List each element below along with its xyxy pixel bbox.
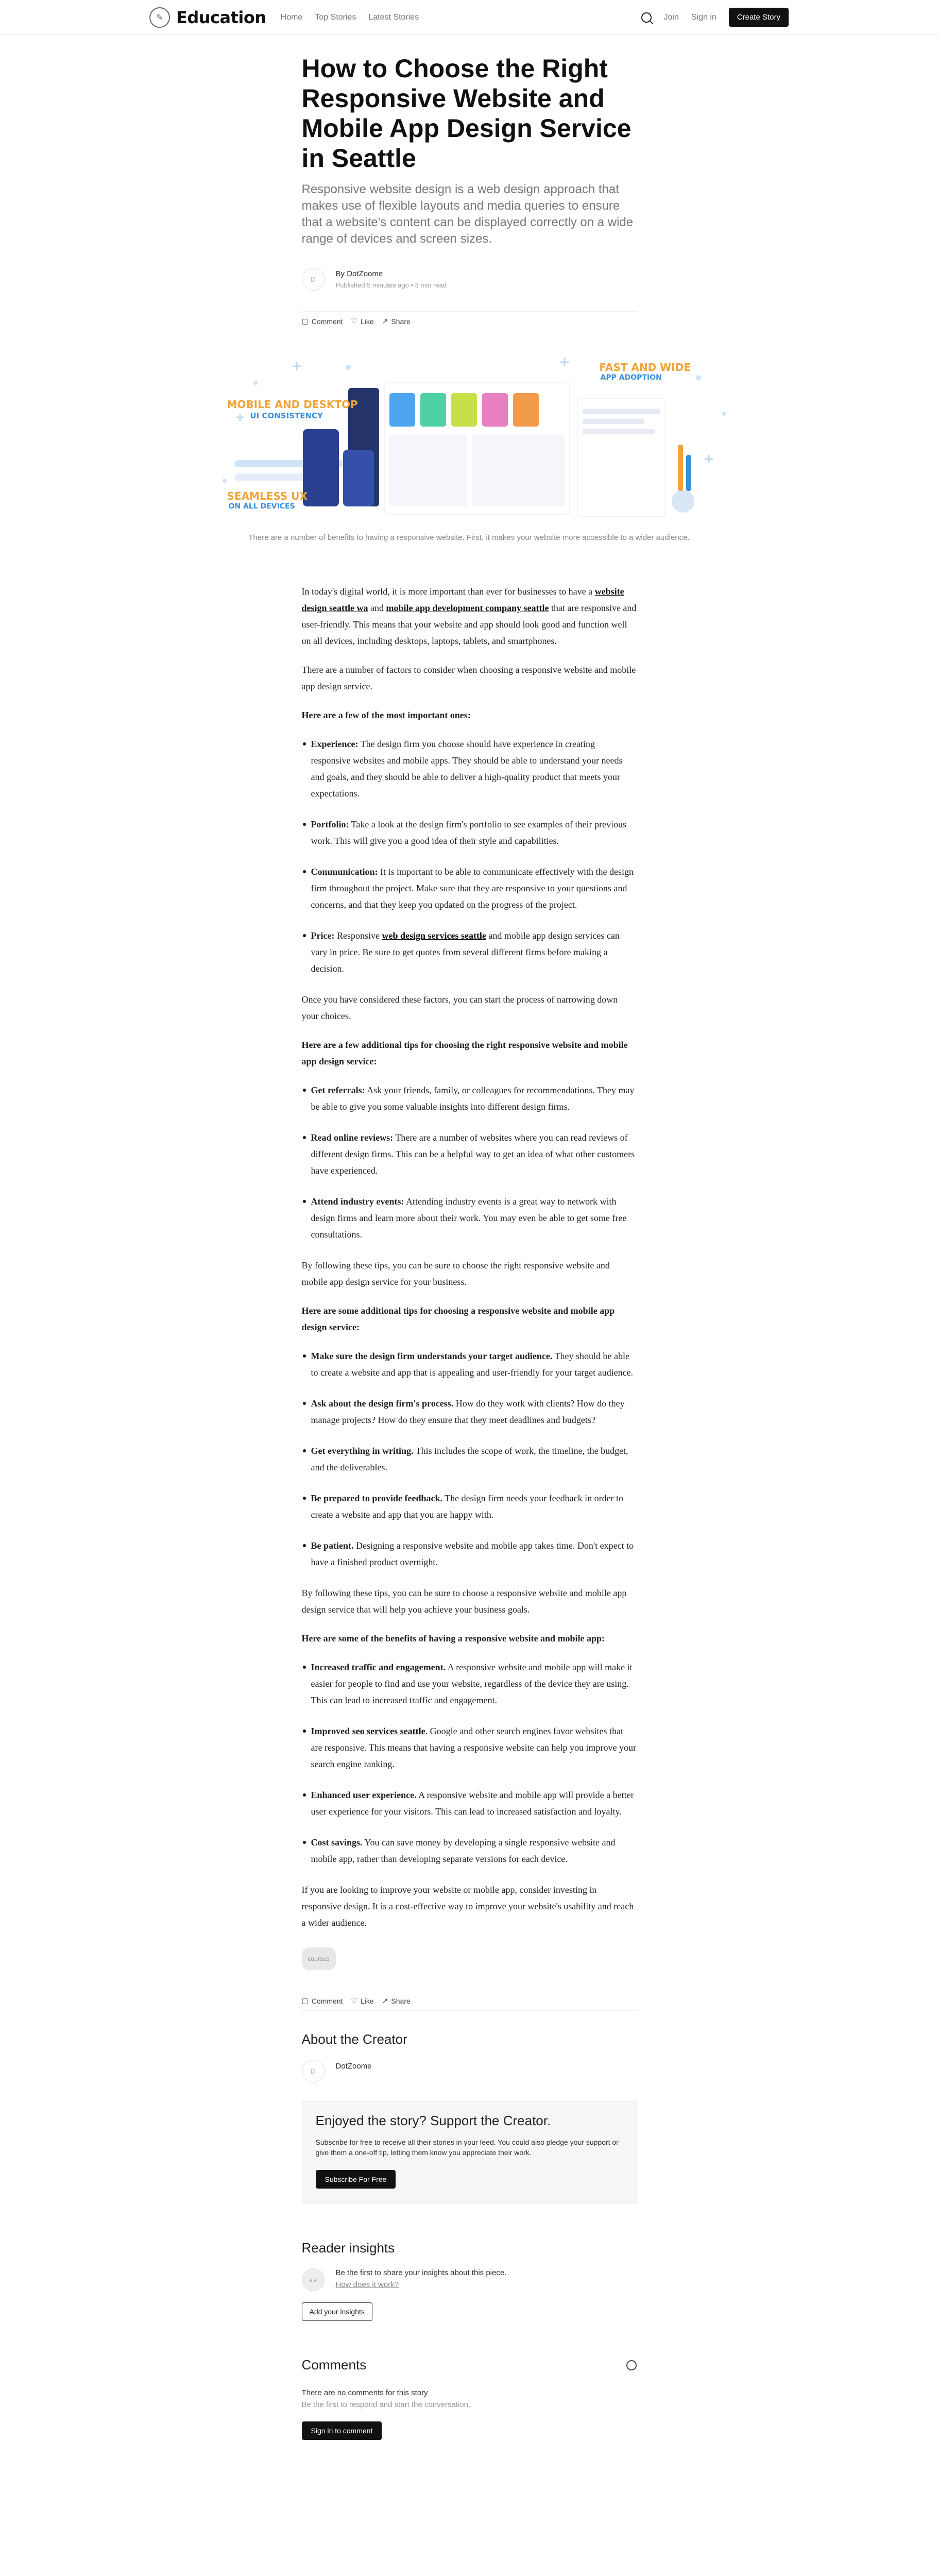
list-item: Communication: It is important to be able to communicate effectively with the design firm throughout the project. Make sure that they are responsive to your questions and concerns, and that they keep you updated on the progress of the project. bbox=[302, 863, 637, 913]
join-link[interactable]: Join bbox=[663, 12, 679, 22]
logo-text[interactable]: Education bbox=[176, 7, 266, 27]
list-item: Cost savings. You can save money by developing a single responsive website and mobile app, rather than developing separate versions for each device. bbox=[302, 1834, 637, 1867]
list-item: Make sure the design firm understands your target audience. They should be able to create a website and app that is appealing and user-friendly for your target audience. bbox=[302, 1348, 637, 1381]
create-story-button[interactable]: Create Story bbox=[729, 8, 789, 27]
insights-text: Be the first to share your insights about this piece. bbox=[335, 2268, 507, 2277]
paragraph: By following these tips, you can be sure to choose the right responsive website and mobile app design service for your business. bbox=[301, 1260, 610, 1287]
insights-avatar-icon: ◕◕ bbox=[302, 2268, 325, 2291]
list-item: Be patient. Designing a responsive website and mobile app takes time. Don't expect to have a finished product overnight. bbox=[302, 1537, 637, 1570]
action-bar bbox=[302, 311, 637, 331]
hero-label-right-top2: APP ADOPTION bbox=[600, 374, 662, 382]
like-label: Like bbox=[360, 1996, 374, 2005]
like-button[interactable] bbox=[351, 317, 373, 326]
list-item: Get referrals: Ask your friends, family, or colleagues for recommendations. They may be able to give you some valuable insights into different design firms. bbox=[302, 1082, 637, 1115]
like-label: Like bbox=[360, 317, 374, 326]
list bbox=[302, 736, 637, 977]
reader-insights-title: Reader insights bbox=[301, 2240, 395, 2256]
tag-chip[interactable]: courses bbox=[302, 1947, 336, 1970]
hero-image bbox=[194, 352, 745, 527]
subheading: Here are some additional tips for choosing a responsive website and mobile app design service: bbox=[301, 1306, 615, 1332]
comment-label: Comment bbox=[311, 1996, 343, 2005]
share-icon: ↗ bbox=[382, 1996, 388, 2005]
comment-button[interactable] bbox=[302, 1996, 343, 2005]
list-item: Get everything in writing. This includes the scope of work, the timeline, the budget, and the deliverables. bbox=[302, 1443, 637, 1476]
article-title: How to Choose the Right Responsive Website and Mobile App Design Service in Seattle bbox=[301, 54, 632, 173]
list-item: Improved seo services seattle. Google and other search engines favor websites that are responsive. This means that having a responsive website can help you improve your search engine ranking. bbox=[302, 1723, 637, 1772]
list bbox=[302, 1348, 637, 1570]
nav-top-stories[interactable]: Top Stories bbox=[315, 12, 356, 22]
list-item: Read online reviews: There are a number of websites where you can read reviews of different design firms. This can be a helpful way to get an idea of what other customers have experienced. bbox=[302, 1129, 637, 1179]
about-creator-title: About the Creator bbox=[301, 2031, 407, 2047]
subscribe-button[interactable]: Subscribe For Free bbox=[316, 2170, 396, 2189]
paragraph: Once you have considered these factors, you can start the process of narrowing down your choices. bbox=[301, 994, 618, 1021]
signin-link[interactable]: Sign in bbox=[691, 12, 717, 22]
list-item: Price: Responsive web design services seattle and mobile app design services can vary in price. Be sure to get quotes from several different firms before making a decision. bbox=[302, 927, 637, 977]
hero-label-left-top2: UI CONSISTENCY bbox=[250, 411, 323, 420]
list-item: Experience: The design firm you choose should have experience in creating responsive websites and mobile apps. They should be able to understand your needs and goals, and they should be able to deliver a high-quality product that meets your expectations. bbox=[302, 736, 637, 802]
nav-home[interactable]: Home bbox=[280, 12, 303, 22]
hero-label-right-top: FAST AND WIDE bbox=[599, 361, 691, 374]
heart-icon: ♡ bbox=[351, 1996, 357, 2005]
shield-icon[interactable] bbox=[626, 2360, 637, 2370]
list-item: Increased traffic and engagement. A responsive website and mobile app will make it easier for people to find and use your website, regardless of the device they are using. This can lead to increased traffic and engagement. bbox=[302, 1659, 637, 1708]
paragraph: By following these tips, you can be sure to choose a responsive website and mobile app design service that will help you achieve your business goals. bbox=[301, 1588, 627, 1615]
paragraph: In today's digital world, it is more important than ever for businesses to have a website design seattle wa and mobile app development company seattle that are responsive and user-friendly. This means that your website and app should look good and function well on all devices, including desktops, laptops, tablets, and smartphones. bbox=[301, 586, 637, 646]
list-item: Ask about the design firm's process. How do they work with clients? How do they manage projects? How do they ensure that they meet deadlines and budgets? bbox=[302, 1395, 637, 1428]
author-link[interactable]: DotZoome bbox=[347, 269, 383, 278]
subheading: Here are a few additional tips for choosing the right responsive website and mobile app design service: bbox=[301, 1040, 628, 1066]
link-seo-services[interactable]: seo services seattle bbox=[352, 1726, 425, 1736]
support-text: Subscribe for free to receive all their stories in your feed. You could also pledge your support or give them a one-off tip, letting them know you appreciate their work. bbox=[315, 2138, 619, 2157]
article-subtitle: Responsive website design is a web design approach that makes use of flexible layouts and media queries to ensure that a website's content can be displayed correctly on a wide range of devices and screen sizes. bbox=[301, 182, 634, 246]
no-comments-text: There are no comments for this story bbox=[301, 2388, 428, 2397]
hero-label-left-top: MOBILE AND DESKTOP bbox=[227, 398, 358, 411]
top-nav bbox=[0, 0, 938, 35]
article-body bbox=[302, 583, 637, 1970]
list-item: Attend industry events: Attending industry events is a great way to network with design firms and learn more about their work. You may even be able to get some free consultations. bbox=[302, 1193, 637, 1243]
paragraph: There are a number of factors to consider when choosing a responsive website and mobile app design service. bbox=[301, 665, 636, 691]
share-label: Share bbox=[391, 317, 411, 326]
list bbox=[302, 1082, 637, 1243]
list bbox=[302, 1659, 637, 1867]
share-button[interactable] bbox=[382, 317, 411, 326]
heart-icon: ♡ bbox=[351, 317, 357, 325]
share-icon: ↗ bbox=[382, 317, 388, 325]
nav-latest-stories[interactable]: Latest Stories bbox=[368, 12, 419, 22]
comment-button[interactable] bbox=[302, 317, 343, 326]
image-caption: There are a number of benefits to having a responsive website. First, it makes your website more accessible to a wider audience. bbox=[248, 533, 690, 542]
share-label: Share bbox=[391, 1996, 411, 2005]
logo-icon[interactable]: ✎ bbox=[149, 7, 170, 28]
first-respond-text: Be the first to respond and start the conversation. bbox=[301, 2400, 471, 2409]
link-mobile-app[interactable]: mobile app development company seattle bbox=[386, 603, 549, 613]
creator-name[interactable]: DotZoome bbox=[335, 2062, 372, 2071]
support-box bbox=[302, 2101, 637, 2204]
paragraph: If you are looking to improve your website or mobile app, consider investing in responsive design. It is a cost-effective way to improve your website's usability and reach a wider audience. bbox=[301, 1885, 634, 1928]
comment-icon: ▢ bbox=[301, 317, 309, 325]
add-insights-button[interactable]: Add your insights bbox=[302, 2302, 372, 2321]
list-item: Portfolio: Take a look at the design firm's portfolio to see examples of their previous work. This will give you a good idea of their style and capabilities. bbox=[302, 816, 637, 849]
hero-label-left-bottom2: ON ALL DEVICES bbox=[228, 502, 295, 511]
share-button[interactable] bbox=[382, 1996, 411, 2005]
like-button[interactable] bbox=[351, 1996, 373, 2005]
search-icon[interactable] bbox=[641, 12, 652, 23]
link-web-design-services[interactable]: web design services seattle bbox=[382, 930, 486, 941]
avatar[interactable]: D bbox=[302, 268, 325, 291]
published-meta: Published 5 minutes ago • 3 min read bbox=[335, 281, 447, 289]
action-bar-bottom bbox=[302, 1991, 637, 2011]
how-it-works-link[interactable]: How does it work? bbox=[335, 2280, 399, 2289]
list-item: Be prepared to provide feedback. The design firm needs your feedback in order to create a website and app that you are happy with. bbox=[302, 1490, 637, 1523]
author-prefix: By bbox=[335, 269, 345, 278]
support-title: Enjoyed the story? Support the Creator. bbox=[315, 2113, 551, 2128]
link-website-design[interactable]: website design seattle wa bbox=[301, 586, 624, 613]
hero-label-left-bottom: SEAMLESS UX bbox=[227, 490, 308, 502]
comment-icon: ▢ bbox=[301, 1996, 309, 2005]
comment-label: Comment bbox=[311, 317, 343, 326]
sign-in-to-comment-button[interactable]: Sign in to comment bbox=[302, 2421, 382, 2440]
creator-avatar[interactable]: D bbox=[302, 2060, 325, 2082]
subheading: Here are some of the benefits of having a responsive website and mobile app: bbox=[301, 1633, 605, 1643]
subheading: Here are a few of the most important ones: bbox=[301, 710, 471, 720]
comments-title: Comments bbox=[301, 2357, 367, 2372]
list-item: Enhanced user experience. A responsive website and mobile app will provide a better user experience for your visitors. This can lead to increased satisfaction and loyalty. bbox=[302, 1787, 637, 1820]
